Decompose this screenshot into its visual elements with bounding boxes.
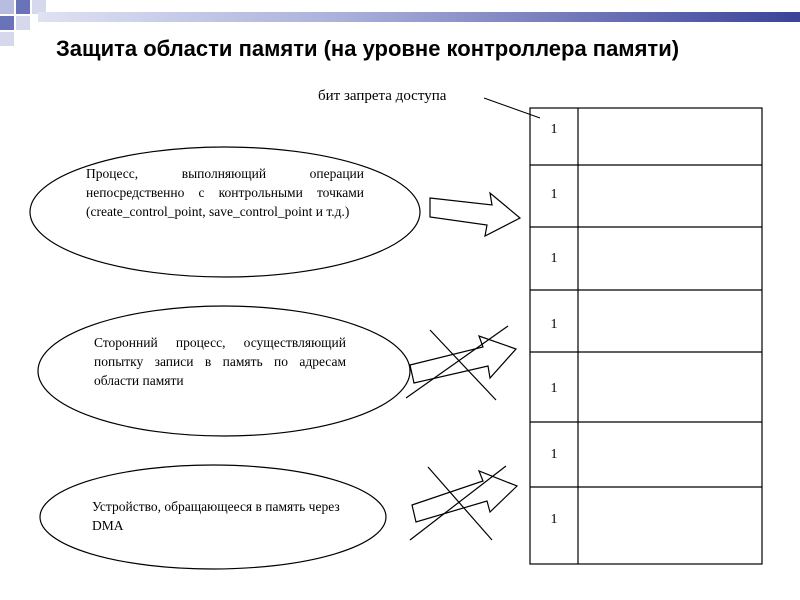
memory-cell-flag: 1 xyxy=(550,512,558,527)
memory-cell-flag: 1 xyxy=(550,381,558,396)
memory-cell-flag: 1 xyxy=(550,447,558,462)
memory-cell-flag: 1 xyxy=(550,251,558,266)
process-2-label: Сторонний процесс, осуществляющий попытку записи в память по адресам области памяти xyxy=(94,335,346,388)
access-arrow-3 xyxy=(412,471,517,522)
memory-cell-flag: 1 xyxy=(550,187,558,202)
memory-block xyxy=(530,108,762,564)
access-arrow-1 xyxy=(430,193,520,236)
memory-cell-flag: 1 xyxy=(550,317,558,332)
process-1-label: Процесс, выполняющий операции непосредственно с контрольными точками (create_control_point, save_control_point и т.д.) xyxy=(86,166,364,219)
access-arrow-2 xyxy=(410,336,516,383)
process-3-label: Устройство, обращающееся в память через DMA xyxy=(92,499,340,533)
memory-cell-flag: 1 xyxy=(550,122,558,137)
slide-title: Защита области памяти (на уровне контроллера памяти) xyxy=(56,36,680,61)
access-flag-label: бит запрета доступа xyxy=(318,88,447,104)
